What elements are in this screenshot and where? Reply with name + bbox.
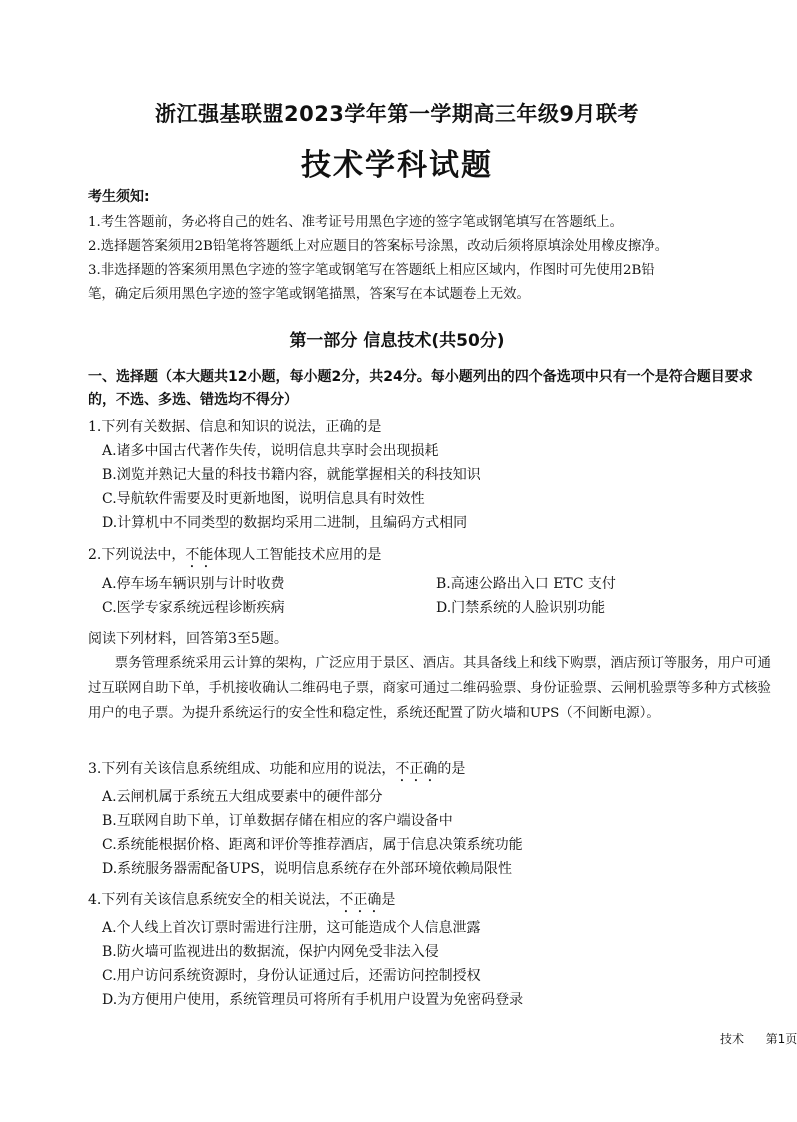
question-3-option-a: A.云闸机属于系统五大组成要素中的硬件部分 [102, 789, 383, 805]
question-4-stem-post: 是 [381, 892, 396, 908]
question-1-option-b: B.浏览并熟记大量的科技书籍内容，就能掌握相关的科技知识 [102, 467, 481, 483]
reading-intro: 阅读下列材料，回答第3至5题。 [88, 631, 288, 647]
section-heading: 一、选择题（本大题共12小题，每小题2分，共24分。每小题列出的四个备选项中只有一个是符合题目要求的，不选、多选、错选均不得分） [88, 369, 753, 408]
question-2-stem-pre: 2.下列说法中， [88, 547, 186, 563]
notice-item: 2.选择题答案须用2B铅笔将答题纸上对应题目的答案标号涂黑，改动后须将原填涂处用橡皮擦净。 [88, 239, 669, 254]
question-3-stem-pre: 3.下列有关该信息系统组成、功能和应用的说法， [88, 761, 396, 777]
question-1-option-a: A.诸多中国古代著作失传，说明信息共享时会出现损耗 [102, 443, 439, 459]
question-4-option-a: A.个人线上首次订票时需进行注册，这可能造成个人信息泄露 [102, 920, 481, 936]
notice-heading: 考生须知: [88, 189, 150, 205]
question-2-option-b: B.高速公路出入口 ETC 支付 [436, 576, 616, 592]
notice-item: 笔，确定后须用黑色字迹的签字笔或钢笔描黑，答案写在本试题卷上无效。 [88, 287, 530, 302]
part-title: 第一部分 信息技术(共50分) [289, 331, 505, 351]
notice-item: 1.考生答题前，务必将自己的姓名、准考证号用黑色字迹的签字笔或钢笔填写在答题纸上。 [88, 215, 624, 230]
question-2-option-a: A.停车场车辆识别与计时收费 [102, 576, 285, 592]
question-2-option-d: D.门禁系统的人脸识别功能 [436, 600, 606, 616]
question-2-stem [88, 544, 381, 571]
question-4-stem-pre: 4.下列有关该信息系统安全的相关说法， [88, 892, 340, 908]
question-4-emphasis: 不正确 [339, 892, 382, 908]
question-4-stem [88, 889, 395, 916]
question-2-option-c: C.医学专家系统远程诊断疾病 [102, 600, 285, 616]
question-4-option-b: B.防火墙可监视进出的数据流，保护内网免受非法入侵 [102, 944, 439, 960]
notice-item: 3.非选择题的答案须用黑色字迹的签字笔或钢笔写在答题纸上相应区域内，作图时可先使用2B铅 [88, 263, 655, 278]
question-3-option-d: D.系统服务器需配备UPS，说明信息系统存在外部环境依赖局限性 [102, 861, 512, 877]
question-3-option-b: B.互联网自助下单，订单数据存储在相应的客户端设备中 [102, 813, 453, 829]
footer-subject: 技术 [720, 1032, 745, 1046]
question-4-option-c: C.用户访问系统资源时，身份认证通过后，还需访问控制授权 [102, 968, 481, 984]
footer-page-number: 第1页 [765, 1032, 797, 1046]
page-footer [720, 1030, 797, 1047]
question-2-stem-post: 体现人工智能技术应用的是 [213, 547, 382, 563]
reading-material [88, 651, 778, 726]
question-1-option-d: D.计算机中不同类型的数据均采用二进制，且编码方式相同 [102, 515, 468, 531]
subject-title: 技术学科试题 [301, 148, 493, 183]
question-3-emphasis: 不正确 [395, 761, 438, 777]
question-3-stem [88, 758, 465, 785]
question-3-option-c: C.系统能根据价格、距离和评价等推荐酒店，属于信息决策系统功能 [102, 837, 523, 853]
question-2-emphasis: 不能 [185, 547, 214, 563]
question-4-option-d: D.为方便用户使用，系统管理员可将所有手机用户设置为免密码登录 [102, 992, 524, 1008]
exam-title: 浙江强基联盟2023学年第一学期高三年级9月联考 [154, 102, 640, 126]
question-3-stem-post: 的是 [437, 761, 466, 777]
material-text: 票务管理系统采用云计算的架构，广泛应用于景区、酒店。其具备线上和线下购票，酒店预订等服务，用户可通过互联网自助下单，手机接收确认二维码电子票，商家可通过二维码验票、身份证验票、云闸机验票等多种方式核验用户的电子票。为提升系统运行的安全性和稳定性，系统还配置了防火墙和UPS（不间断电源）。 [88, 656, 771, 721]
question-1-option-c: C.导航软件需要及时更新地图，说明信息具有时效性 [102, 491, 425, 507]
question-1-stem: 1.下列有关数据、信息和知识的说法，正确的是 [88, 419, 382, 435]
